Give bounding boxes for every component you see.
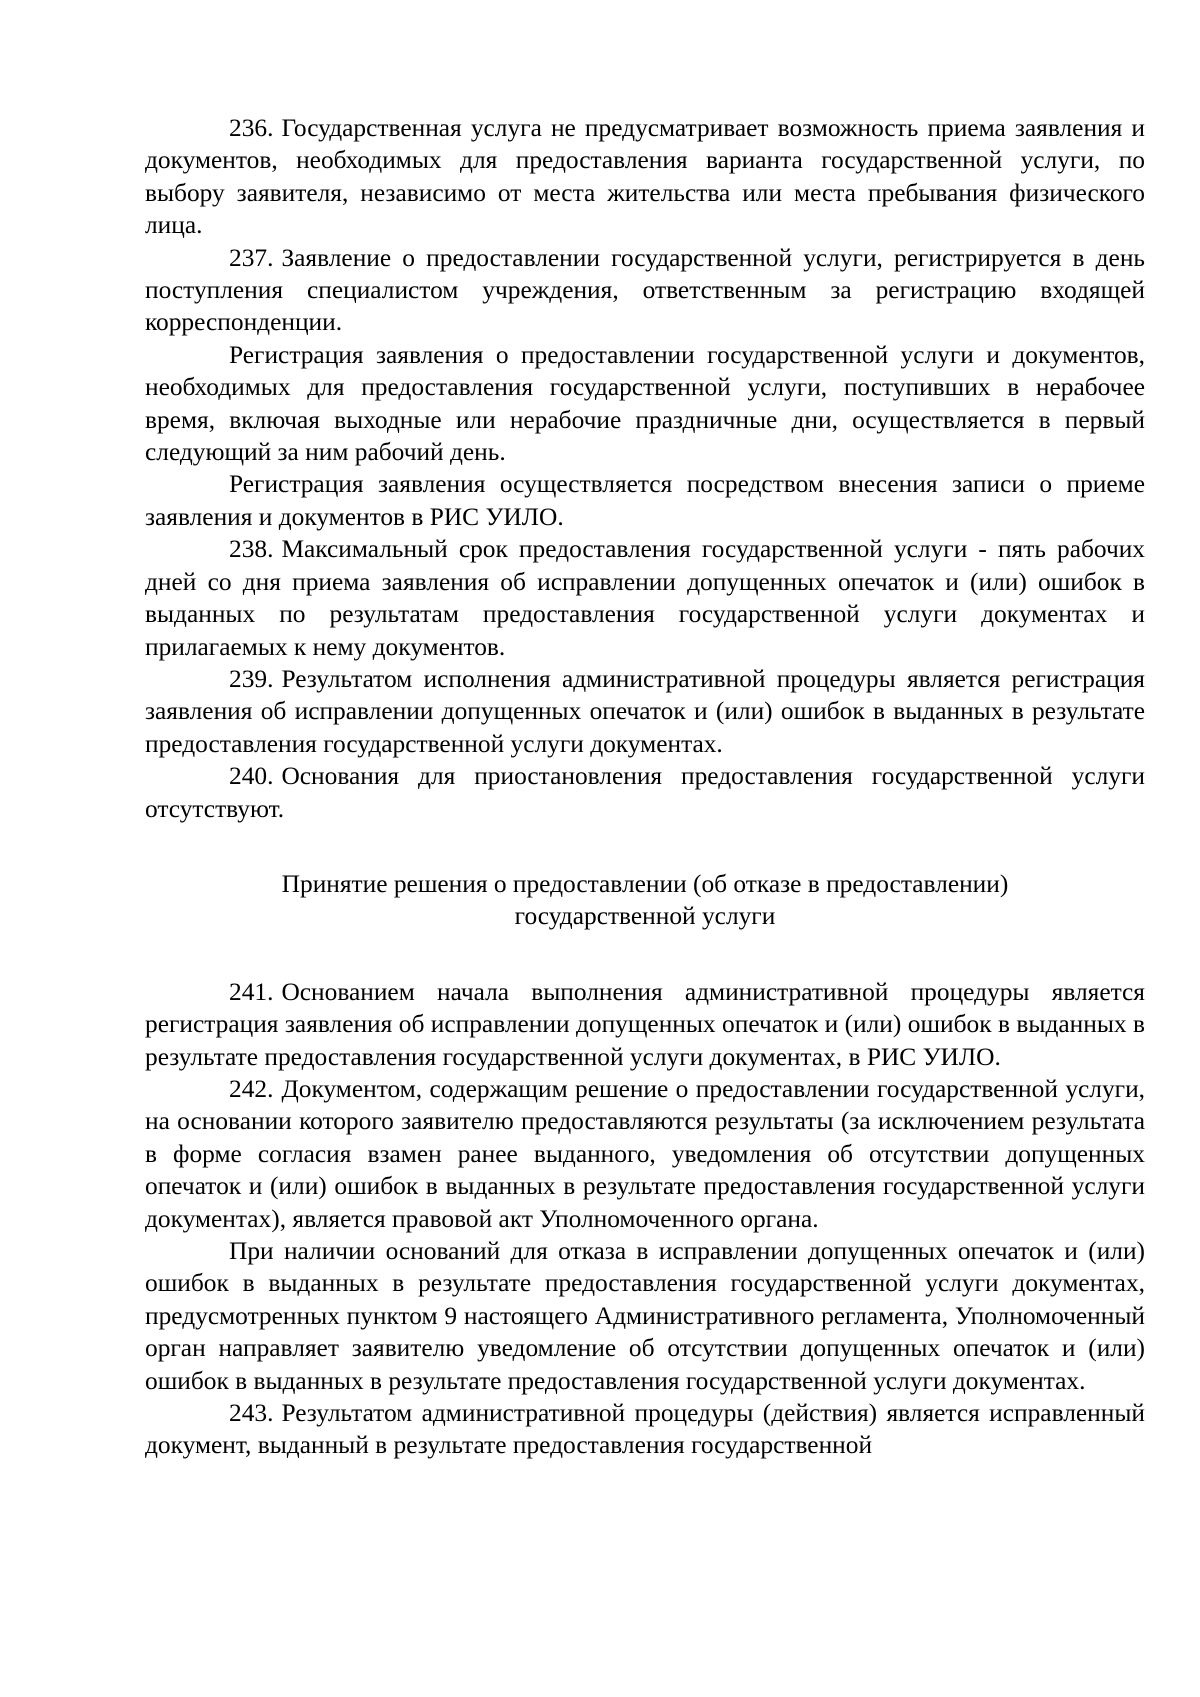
paragraph-236 [145,112,1145,242]
paragraph-text: Результатом административной процедуры (действия) является исправленный документ, выданный в результате предоставления государственной [145,1399,1145,1460]
paragraph-237-registration [145,339,1145,469]
section-heading-line1: Принятие решения о предоставлении (об отказе в предоставлении) [281,869,1009,898]
paragraphs-before [145,112,1145,825]
section-heading [185,868,1105,933]
paragraph-number: 238. [229,535,274,564]
paragraph-240 [145,760,1145,825]
paragraph-242 [145,1073,1145,1235]
paragraph-text: Документом, содержащим решение о предоставлении государственной услуги, на основании которого заявителю предоставляются результаты (за исключением результата в форме согласия взамен ранее выданного, уведомления об отсутствии допущенных опечаток и (или) ошибок в выданных в результате предоставления государственной услуги документах), является правовой акт Уполномоченного органа. [145,1074,1145,1233]
paragraph-242-refusal [145,1235,1145,1397]
paragraph-243 [145,1397,1145,1462]
paragraph-text: Регистрация заявления о предоставлении государственной услуги и документов, необходимых для предоставления государственной услуги, поступивших в нерабочее время, включая выходные или нерабочие праздничные дни, осуществляется в первый следующий за ним рабочий день. [145,340,1145,467]
paragraph-text: Основанием начала выполнения административной процедуры является регистрация заявления об исправлении допущенных опечаток и (или) ошибок в выданных в результате предоставления государственной услуги документах, в РИС УИЛО. [145,977,1145,1071]
paragraph-text: Заявление о предоставлении государственной услуги, регистрируется в день поступления специалистом учреждения, ответственным за регистрацию входящей корреспонденции. [145,243,1145,337]
paragraph-text: Государственная услуга не предусматривает возможность приема заявления и документов, необходимых для предоставления варианта государственной услуги, по выбору заявителя, независимо от места жительства или места пребывания физического лица. [145,114,1145,240]
paragraph-text: Регистрация заявления осуществляется посредством внесения записи о приеме заявления и документов в РИС УИЛО. [145,470,1145,531]
paragraphs-after [145,976,1145,1462]
paragraph-238 [145,533,1145,663]
paragraph-number: 240. [229,762,274,791]
paragraph-241 [145,976,1145,1073]
paragraph-237 [145,242,1145,339]
paragraph-number: 236. [229,114,274,142]
paragraph-number: 241. [229,977,274,1006]
document-page [145,112,1145,1462]
paragraph-text: При наличии оснований для отказа в исправлении допущенных опечаток и (или) ошибок в выданных в результате предоставления государственной услуги документах, предусмотренных пунктом 9 настоящего Административного регламента, Уполномоченный орган направляет заявителю уведомление об отсутствии допущенных опечаток и (или) ошибок в выданных в результате предоставления государственной услуги документах. [145,1237,1145,1395]
paragraph-number: 243. [229,1399,274,1428]
paragraph-text: Максимальный срок предоставления государственной услуги - пять рабочих дней со дня приема заявления об исправлении допущенных опечаток и (или) ошибок в выданных по результатам предоставления государственной услуги документах и прилагаемых к нему документов. [145,535,1145,661]
paragraph-text: Результатом исполнения административной процедуры является регистрация заявления об исправлении допущенных опечаток и (или) ошибок в выданных в результате предоставления государственной услуги документах. [145,664,1145,758]
paragraph-number: 237. [229,243,274,272]
paragraph-239 [145,663,1145,760]
section-heading-line2: государственной услуги [514,902,776,931]
paragraph-text: Основания для приостановления предоставления государственной услуги отсутствуют. [145,762,1145,823]
paragraph-237-record [145,468,1145,533]
paragraph-number: 242. [229,1074,274,1103]
paragraph-number: 239. [229,664,274,693]
